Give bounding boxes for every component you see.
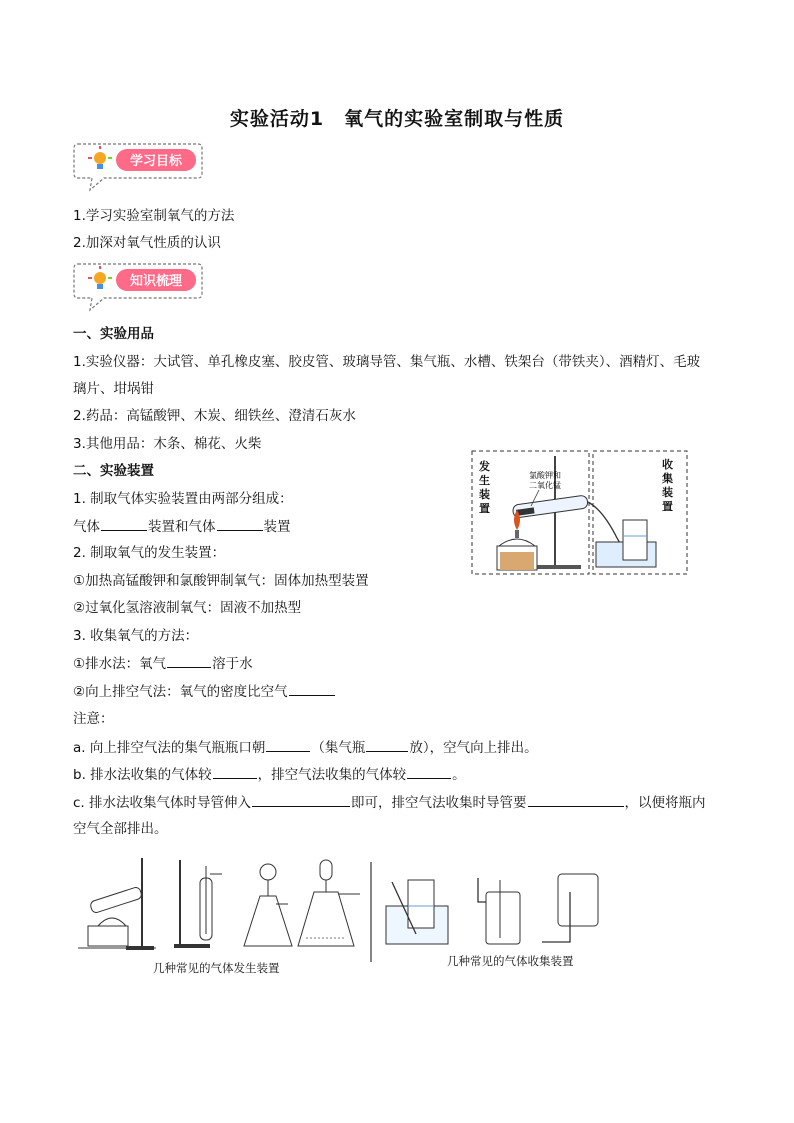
blank	[366, 737, 408, 752]
blank	[407, 764, 451, 779]
blank	[101, 516, 147, 531]
s2-2-line: ②过氧化氢溶液制氧气：固液不加热型	[73, 600, 302, 616]
reagent-label: 二氧化锰	[529, 481, 561, 490]
note-c-line: c. 排水法收集气体时导管伸入 即可，排空气法收集时导管要 ，以便将瓶内	[73, 792, 706, 813]
banner-text: 学习目标	[129, 154, 183, 169]
collection-caption: 几种常见的气体收集装置	[447, 954, 574, 968]
instruments-line2: 璃片、坩埚钳	[73, 381, 154, 397]
blank	[167, 653, 211, 668]
collection-label: 收集装置	[662, 458, 673, 513]
s2-1-line: ①加热高锰酸钾和氯酸钾制氧气：固体加热型装置	[73, 573, 369, 589]
s3-1-line: ①排水法：氧气 溶于水	[73, 653, 253, 674]
banner-knowledge	[72, 260, 204, 314]
s3-2-line: ②向上排空气法：氧气的密度比空气	[73, 681, 336, 702]
oxygen-apparatus-figure	[471, 450, 689, 576]
banner-text: 知识梳理	[129, 274, 183, 289]
s1-line: 1. 制取气体实验装置由两部分组成：	[73, 491, 293, 507]
blank	[252, 792, 350, 807]
reagent-label: 氯酸钾和	[529, 471, 561, 480]
reagents-line: 2.药品：高锰酸钾、木炭、细铁丝、澄清石灰水	[73, 408, 356, 424]
goal-1: 1.学习实验室制氧气的方法	[73, 208, 235, 224]
generation-label: 发生装置	[479, 460, 490, 515]
generation-caption: 几种常见的气体发生装置	[153, 961, 280, 975]
s2-line: 2. 制取氧气的发生装置：	[73, 545, 226, 561]
blank	[213, 764, 257, 779]
collection-devices-figure	[382, 872, 612, 948]
note-a-line: a. 向上排空气法的集气瓶瓶口朝 （集气瓶 放），空气向上排出。	[73, 737, 538, 758]
note-c-line2: 空气全部排出。	[73, 821, 168, 837]
blank	[266, 737, 310, 752]
s1-fill-line: 气体 装置和气体 装置	[73, 516, 291, 537]
section1-heading: 一、实验用品	[73, 326, 154, 342]
section2-heading: 二、实验装置	[73, 463, 154, 479]
s3-line: 3. 收集氧气的方法：	[73, 628, 199, 644]
other-items-line: 3.其他用品：木条、棉花、火柴	[73, 436, 262, 452]
blank	[289, 681, 335, 696]
instruments-line1: 1.实验仪器：大试管、单孔橡皮塞、胶皮管、玻璃导管、集气瓶、水槽、铁架台（带铁夹）、酒精灯、毛玻	[73, 354, 701, 370]
banner-learning-goals	[72, 140, 204, 194]
generation-devices-figure	[76, 854, 366, 958]
note-b-line: b. 排水法收集的气体较 ，排空气法收集的气体较 。	[73, 764, 466, 785]
note-heading: 注意：	[73, 711, 114, 727]
blank	[528, 792, 624, 807]
figure-divider	[369, 862, 373, 962]
page-title: 实验活动1 氧气的实验室制取与性质	[229, 108, 565, 130]
blank	[217, 516, 263, 531]
goal-2: 2.加深对氧气性质的认识	[73, 235, 221, 251]
